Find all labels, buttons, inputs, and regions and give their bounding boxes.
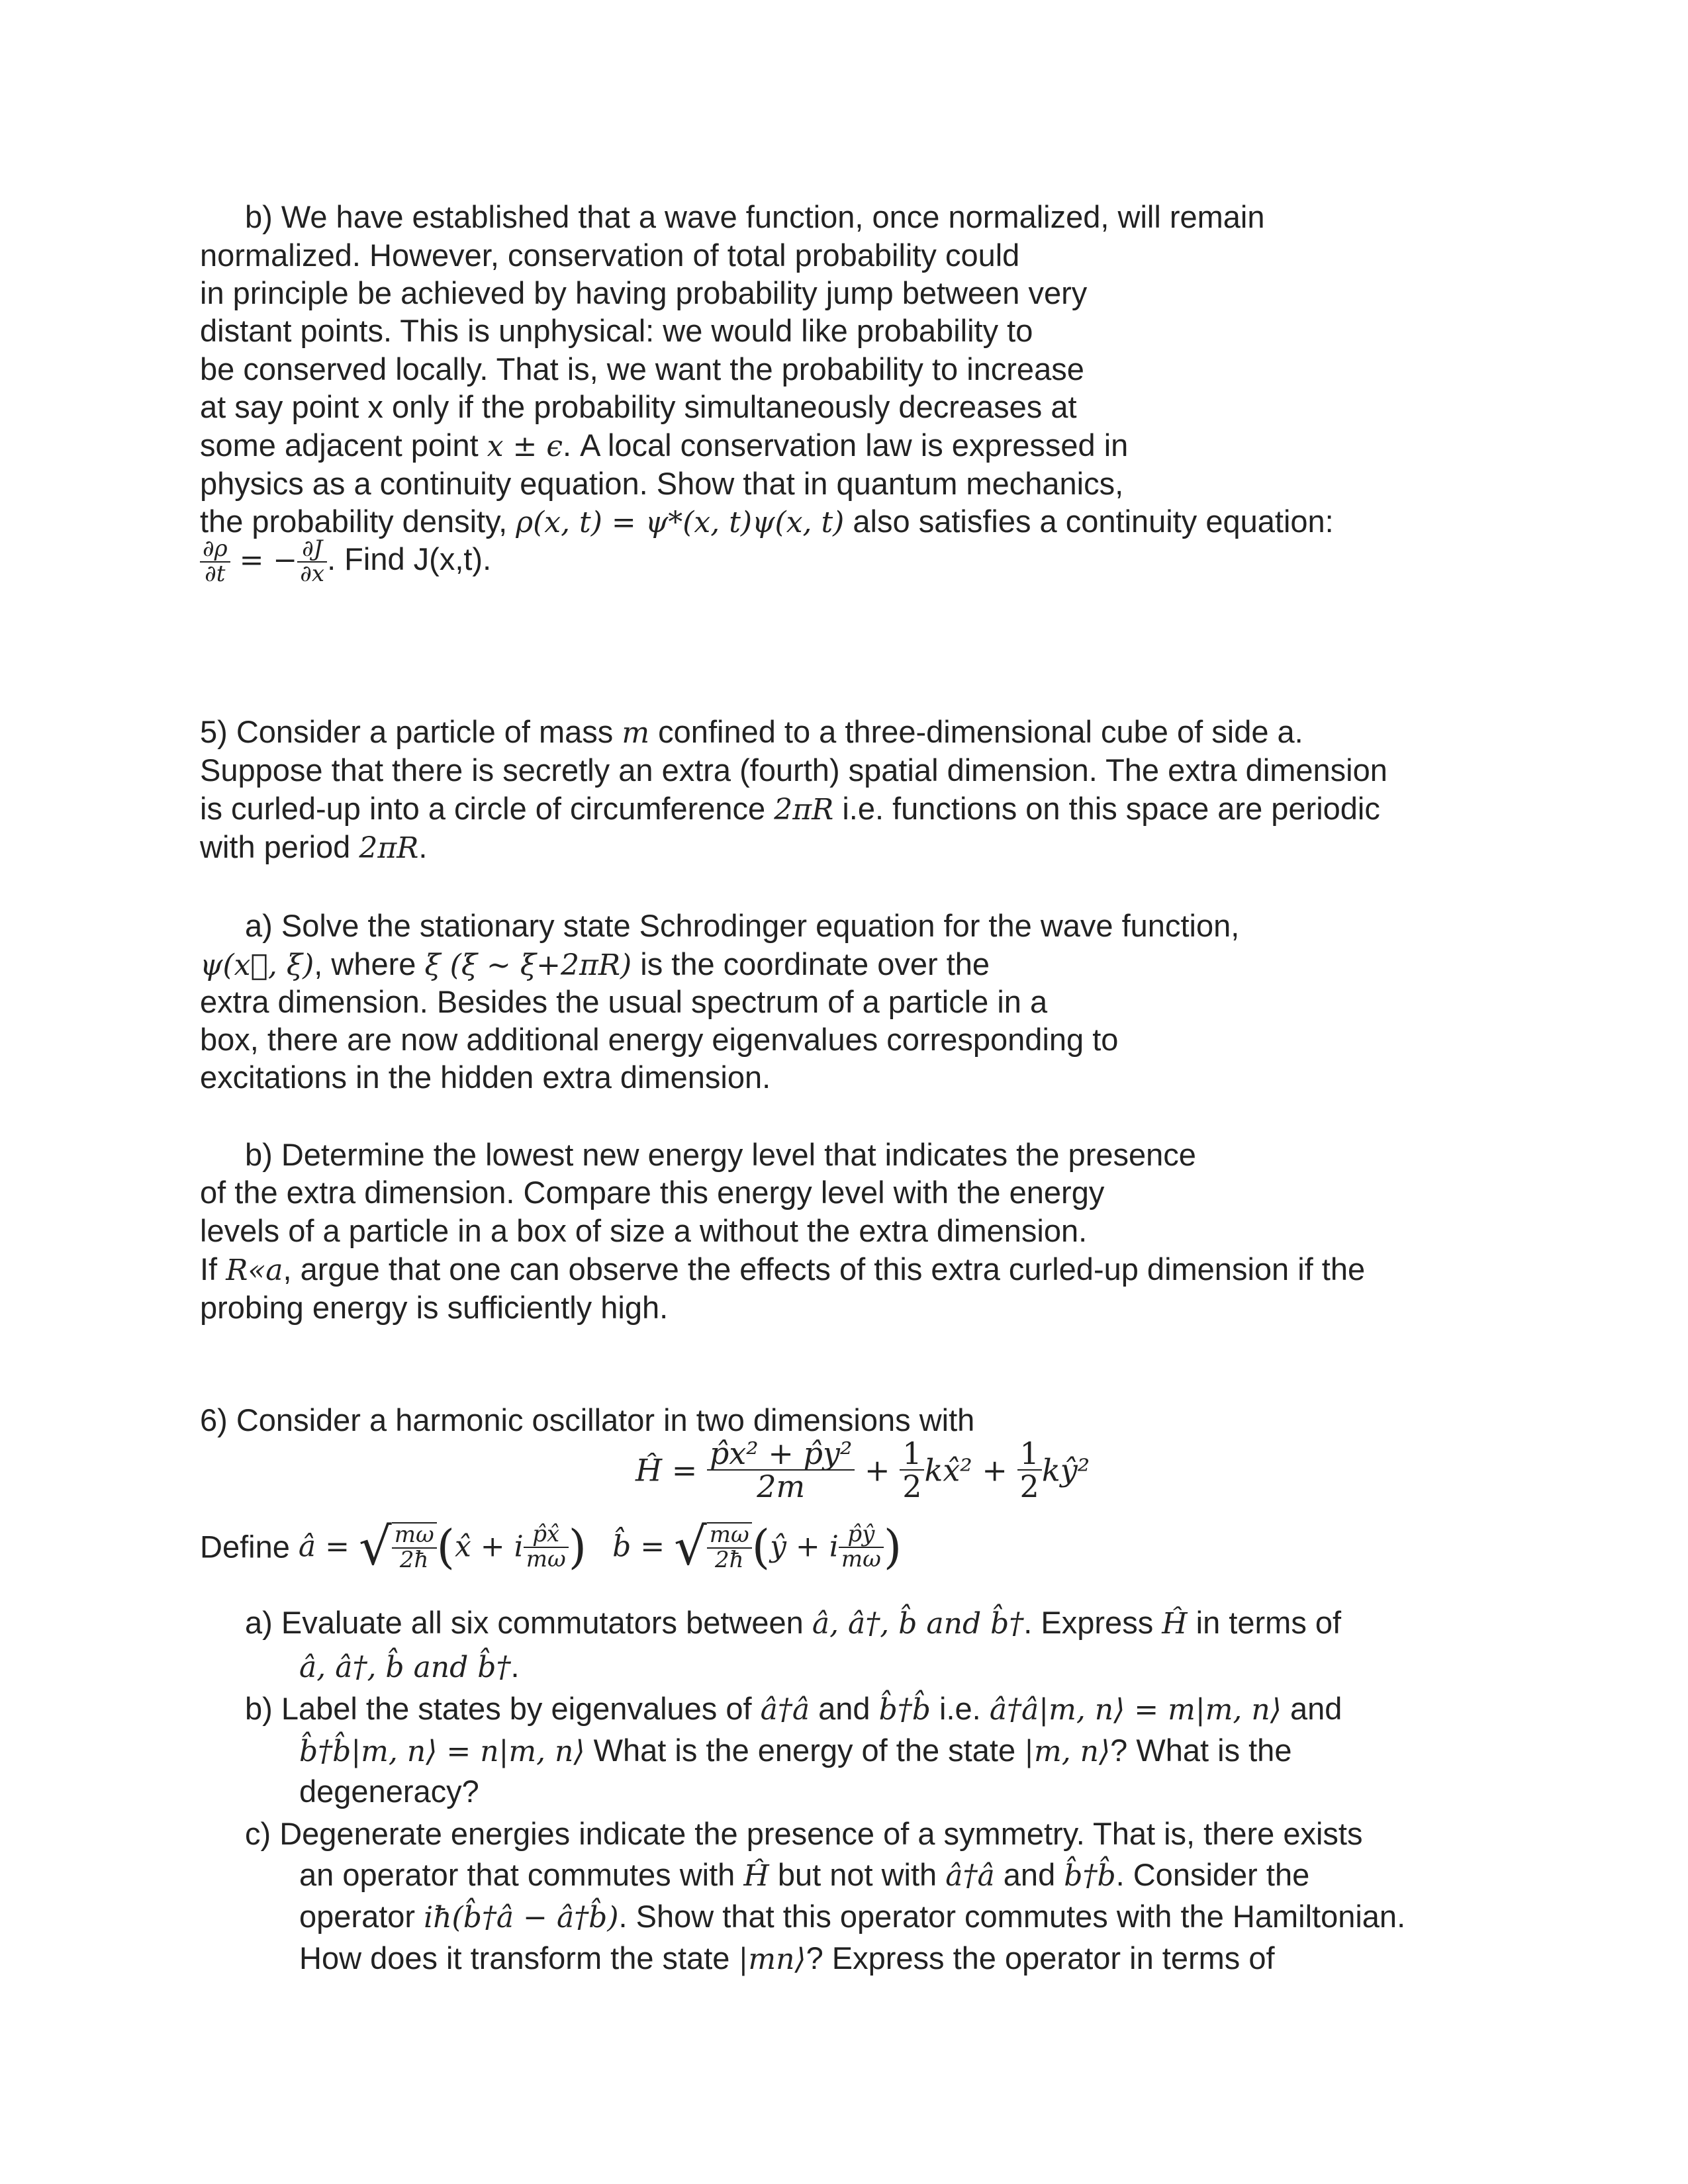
text: . [418, 829, 428, 864]
q6c-line-2 [299, 1856, 1309, 1895]
a-hat-lhs: â = [298, 1529, 359, 1564]
fraction-py-mw [839, 1523, 884, 1571]
text: i.e. functions on this space are periodic [833, 791, 1380, 826]
continuity-equation [200, 537, 491, 586]
text: an operator that commutes with [299, 1857, 744, 1892]
denominator: 2 [1019, 1469, 1039, 1505]
kx2-term: kx̂² [924, 1452, 972, 1488]
text: is the coordinate over the [632, 946, 990, 981]
denominator: mω [526, 1545, 566, 1572]
q5-line-3 [200, 790, 1380, 829]
math-eigen-n: b̂†b̂|m, n⟩ = n|m, n⟩ [299, 1735, 585, 1768]
text: , where [314, 946, 425, 981]
denominator: ∂t [205, 560, 226, 587]
x-plus-i: x̂ + i [454, 1529, 524, 1564]
text: and [994, 1857, 1064, 1892]
numerator: 1 [1017, 1437, 1042, 1471]
text: is curled-up into a circle of circumference [200, 791, 774, 826]
half-fraction [1017, 1437, 1042, 1503]
text: If [200, 1251, 226, 1287]
math-ket-mn: |mn⟩ [738, 1942, 806, 1976]
math-m: m [622, 716, 650, 750]
denominator: 2ħ [399, 1546, 429, 1573]
text: operator [299, 1899, 424, 1934]
q6c-line-4 [299, 1940, 1275, 1978]
paren-close: ) [568, 1520, 586, 1574]
text: . Show that this operator commutes with the Hamiltonian. [618, 1899, 1406, 1934]
q6b-line-3: degeneracy? [299, 1774, 479, 1809]
math-operator: iħ(b̂†â − â†b̂) [424, 1901, 619, 1934]
denominator: ∂x [300, 560, 325, 587]
math-adag-a: â†â [945, 1859, 995, 1893]
q4b-line-8: physics as a continuity equation. Show that in quantum mechanics, [200, 466, 1124, 501]
math-bdag-b: b̂†b̂ [878, 1693, 931, 1727]
numerator: p̂x̂ [524, 1523, 569, 1548]
text: . A local conservation law is expressed in [563, 428, 1129, 463]
math-adag-a: â†â [760, 1693, 810, 1727]
q6c-line-1: c) Degenerate energies indicate the presence of a symmetry. That is, there exists [245, 1816, 1363, 1851]
text: confined to a three-dimensional cube of side a. [649, 714, 1303, 749]
numerator: p̂ŷ [839, 1523, 884, 1548]
half-fraction [900, 1437, 924, 1503]
q6a-line-2 [299, 1648, 520, 1686]
q4b-line-3: in principle be achieved by having probability jump between very [200, 275, 1088, 310]
math-xi: ξ (ξ ~ ξ+2πR) [424, 948, 632, 982]
text: 5) Consider a particle of mass [200, 714, 622, 749]
q4b-line-2: normalized. However, conservation of total probability could [200, 238, 1020, 273]
q4b-line-4: distant points. This is unphysical: we would like probability to [200, 313, 1033, 348]
numerator: 1 [900, 1437, 924, 1471]
fraction-dJ-dx [297, 537, 327, 586]
numerator: mω [392, 1524, 437, 1549]
q4b-line-9 [200, 503, 1334, 541]
text: and [1281, 1691, 1342, 1726]
fraction-drho-dt [200, 537, 230, 586]
text: . Consider the [1115, 1857, 1310, 1892]
text: . [510, 1649, 520, 1684]
math-ket-mn: |m, n⟩ [1024, 1735, 1111, 1768]
denominator: 2 [902, 1469, 922, 1505]
q6a-line-1 [245, 1604, 1341, 1643]
operator-definitions [200, 1517, 902, 1577]
q4b-line-5: be conserved locally. That is, we want the probability to increase [200, 351, 1084, 387]
equals-minus: = − [230, 543, 298, 578]
q4b-line-1: b) We have established that a wave function, once normalized, will remain [245, 199, 1265, 234]
paren-open: ( [751, 1520, 771, 1574]
denominator: mω [841, 1545, 881, 1572]
text: a) Evaluate all six commutators between [245, 1605, 812, 1640]
q5b-line-1: b) Determine the lowest new energy level that indicates the presence [245, 1137, 1196, 1172]
q4b-line-7 [200, 427, 1128, 465]
define-label: Define [200, 1529, 299, 1565]
q5-line-2: Suppose that there is secretly an extra (fourth) spatial dimension. The extra dimension [200, 752, 1387, 788]
fraction-px-mw [524, 1523, 569, 1571]
paren-open: ( [436, 1520, 455, 1574]
y-plus-i: ŷ + i [770, 1529, 839, 1564]
math-2piR: 2πR [359, 831, 419, 865]
math-operators: â, â†, b̂ and b̂† [299, 1651, 511, 1684]
text: How does it transform the state [299, 1940, 739, 1976]
text: but not with [769, 1857, 946, 1892]
text: ? What is the [1110, 1733, 1292, 1768]
hamiltonian-lhs: Ĥ = [635, 1452, 707, 1488]
math-eigen-m: â†â|m, n⟩ = m|m, n⟩ [989, 1693, 1282, 1727]
q5b-line-2: of the extra dimension. Compare this energy level with the energy [200, 1175, 1105, 1210]
text: with period [200, 829, 359, 864]
numerator: p̂x² + p̂y² [707, 1437, 855, 1471]
q6b-line-2 [299, 1732, 1291, 1770]
q5b-line-4 [200, 1251, 1365, 1289]
math-psi: ψ(x⃗, ξ) [200, 948, 314, 982]
q4b-line-6: at say point x only if the probability simultaneously decreases at [200, 389, 1077, 424]
q6c-line-3 [299, 1898, 1405, 1936]
b-hat-lhs: b̂ = [612, 1529, 675, 1564]
text: . Find J(x,t). [327, 541, 492, 577]
plus: + [855, 1452, 900, 1488]
math-probability-density: ρ(x, t) = ψ*(x, t)ψ(x, t) [516, 506, 845, 539]
q5-line-1 [200, 713, 1303, 752]
math-bdag-b: b̂†b̂ [1064, 1859, 1116, 1893]
text: and [810, 1691, 879, 1726]
sqrt-sign: √ [359, 1517, 392, 1577]
sqrt-mw-2hbar [359, 1517, 437, 1577]
math-x-pm-epsilon: x ± ϵ [487, 430, 563, 463]
fraction-mw-2h [392, 1524, 437, 1572]
q5a-line-1: a) Solve the stationary state Schrodinger equation for the wave function, [245, 908, 1240, 943]
text: b) Label the states by eigenvalues of [245, 1691, 761, 1726]
q5a-line-5: excitations in the hidden extra dimension. [200, 1060, 771, 1095]
q6b-line-1 [245, 1690, 1342, 1729]
q5a-line-3: extra dimension. Besides the usual spectrum of a particle in a [200, 984, 1048, 1019]
text: What is the energy of the state [585, 1733, 1025, 1768]
text: . Express [1023, 1605, 1162, 1640]
q5a-line-4: box, there are now additional energy eigenvalues corresponding to [200, 1022, 1119, 1057]
denominator: 2ħ [715, 1546, 744, 1573]
text: some adjacent point [200, 428, 487, 463]
q5a-line-2 [200, 946, 990, 984]
fraction-mw-2h [707, 1524, 752, 1572]
text: , argue that one can observe the effects of this extra curled-up dimension if the [283, 1251, 1366, 1287]
numerator: mω [707, 1524, 752, 1549]
q5b-line-3: levels of a particle in a box of size a without the extra dimension. [200, 1213, 1088, 1248]
kinetic-fraction [707, 1437, 855, 1503]
text: ? Express the operator in terms of [806, 1940, 1275, 1976]
plus: + [972, 1452, 1017, 1488]
numerator: ∂J [297, 537, 327, 563]
math-H-hat: Ĥ [743, 1859, 769, 1893]
math-2piR: 2πR [774, 793, 834, 827]
math-H-hat: Ĥ [1162, 1607, 1188, 1641]
q6-line-1: 6) Consider a harmonic oscillator in two dimensions with [200, 1402, 975, 1437]
ky2-term: kŷ² [1041, 1452, 1090, 1488]
text: in terms of [1187, 1605, 1342, 1640]
text: the probability density, [200, 504, 516, 539]
denominator: 2m [757, 1469, 806, 1505]
numerator: ∂ρ [200, 537, 230, 563]
math-operators: â, â†, b̂ and b̂† [812, 1607, 1024, 1641]
text: also satisfies a continuity equation: [844, 504, 1334, 539]
paren-close: ) [883, 1520, 902, 1574]
sqrt-mw-2hbar [674, 1517, 752, 1577]
hamiltonian-equation [635, 1437, 1090, 1503]
text: i.e. [930, 1691, 990, 1726]
q5b-line-5: probing energy is sufficiently high. [200, 1290, 669, 1325]
q5-line-4 [200, 829, 427, 867]
math-R-ll-a: R«a [226, 1253, 283, 1287]
sqrt-sign: √ [674, 1517, 707, 1577]
